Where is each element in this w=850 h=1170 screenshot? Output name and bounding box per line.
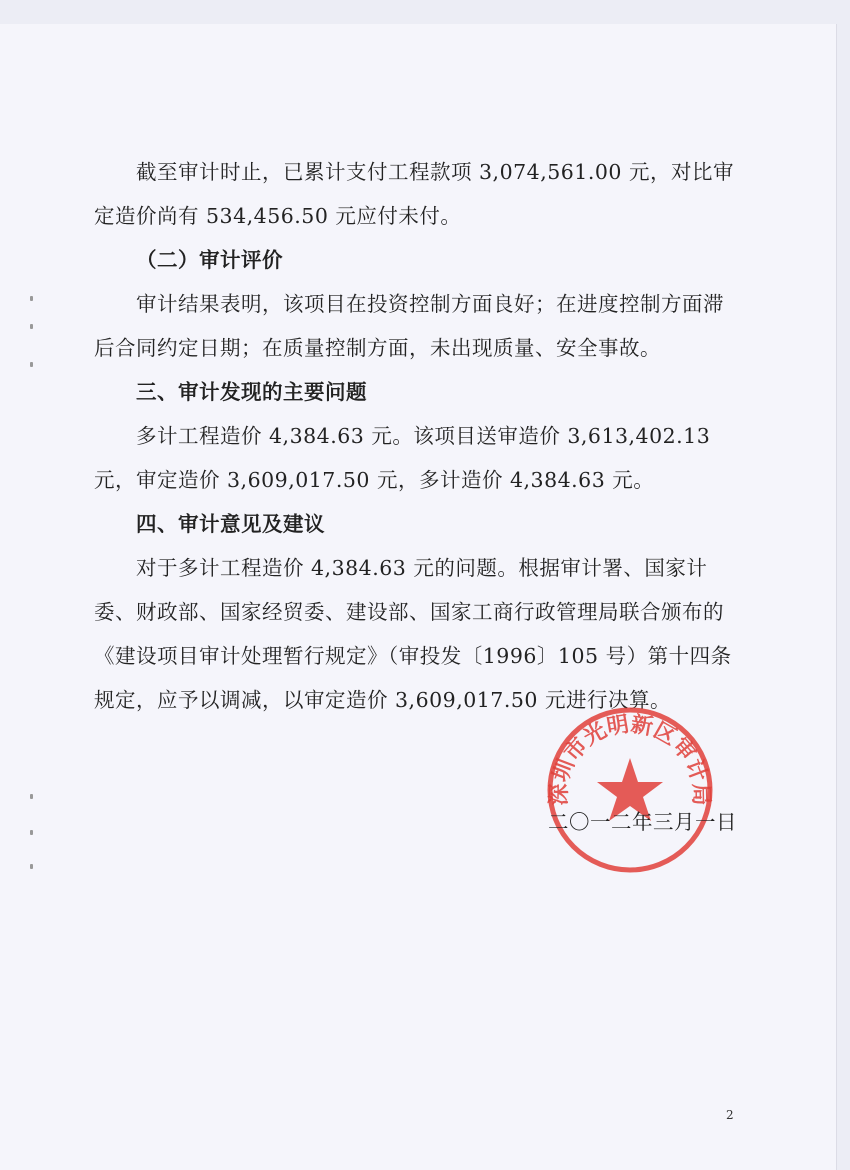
page-number: 2 (726, 1108, 734, 1122)
paragraph-audit-evaluation: 审计结果表明，该项目在投资控制方面良好；在进度控制方面滞后合同约定日期；在质量控制方面，未出现质量、安全事故。 (94, 292, 724, 360)
paragraph-main-issues: 多计工程造价 4,384.63 元。该项目送审造价 3,613,402.13 元，审定造价 3,609,017.50 元，多计造价 4,384.63 元。 (94, 424, 711, 492)
paragraph-opinions-suggestions: 对于多计工程造价 4,384.63 元的问题。根据审计署、国家计委、财政部、国家经贸委、建设部、国家工商行政管理局联合颁布的《建设项目审计处理暂行规定》（审投发〔1996〕105 号）第十四条规定，应予以调减，以审定造价 3,609,017.50 元进行决算。 (94, 556, 732, 712)
heading-audit-evaluation: （二）审计评价 (136, 248, 283, 272)
paragraph-payment-status: 截至审计时止，已累计支付工程款项 3,074,561.00 元，对比审定造价尚有 534,456.50 元应付未付。 (94, 160, 734, 228)
heading-opinions-suggestions: 四、审计意见及建议 (136, 512, 325, 536)
document-date: 二〇一二年三月一日 (548, 810, 737, 834)
seal-text: 深圳市光明新区审计局 (546, 712, 714, 806)
heading-main-issues: 三、审计发现的主要问题 (136, 380, 367, 404)
official-seal (540, 700, 720, 880)
